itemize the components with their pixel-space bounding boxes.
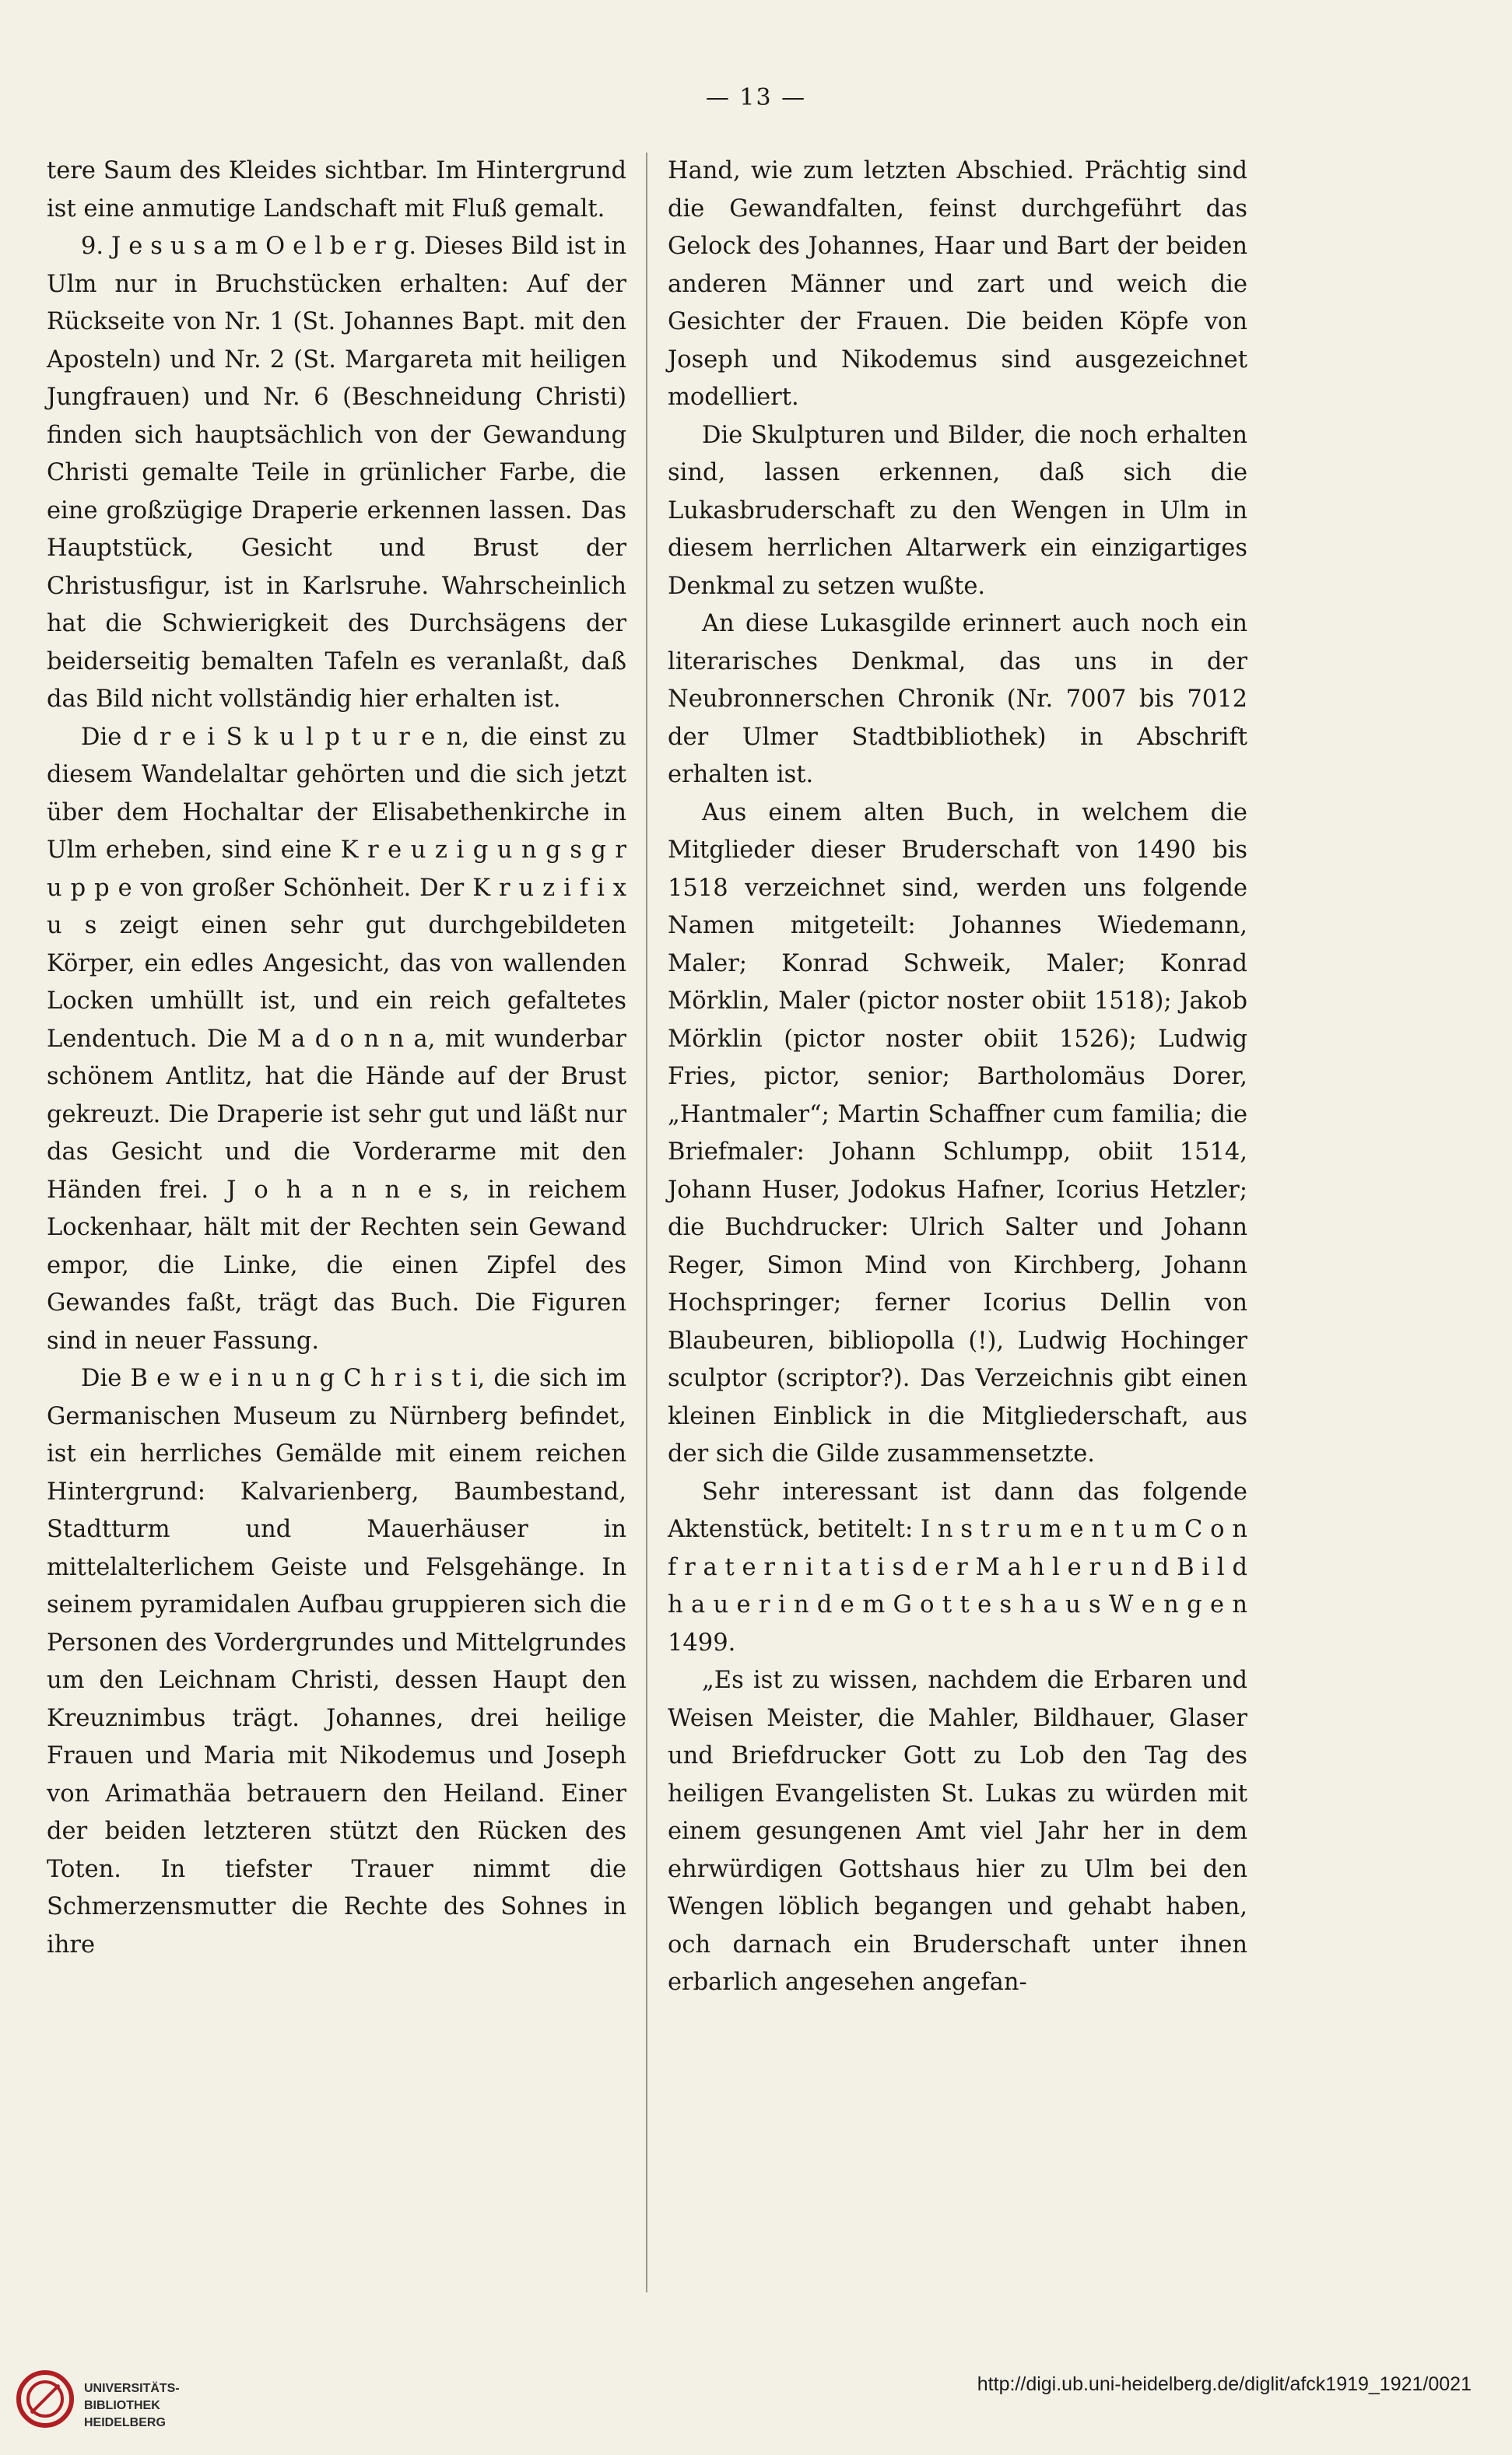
paragraph: Aus einem alten Buch, in welchem die Mitglieder dieser Bruderschaft von 1490 bis 1518 verzeichnet sind, werden uns folgende Namen mitgeteilt: Johannes Wiedemann, Maler; Konrad Schweik, Maler; Konrad Mörklin, Maler (pictor noster obiit 1518); Jakob Mörklin (pictor noster obiit 1526); Ludwig Fries, pictor, senior; Bartholomäus Dorer, „Hantmaler“; Martin Schaffner cum familia; die Briefmaler: Johann Schlumpp, obiit 1514, Johann Huser, Jodokus Hafner, Icorius Hetzler; die Buchdrucker: Ulrich Salter und Johann Reger, Simon Mind von Kirchberg, Johann Hochspringer; ferner Icorius Dellin von Blaubeuren, bibliopolla (!), Ludwig Hochinger sculptor (scriptor?). Das Verzeichnis gibt einen kleinen Einblick in die Mitgliederschaft, aus der sich die Gilde zusammensetzte. (668, 798, 1247, 1468)
paragraph: An diese Lukasgilde erinnert auch noch ein literarisches Denkmal, das uns in der Neubronnerschen Chronik (Nr. 7007 bis 7012 der Ulmer Stadtbibliothek) in Abschrift erhalten ist. (668, 610, 1247, 788)
logo-line: HEIDELBERG (84, 2416, 166, 2429)
column-divider (646, 153, 647, 2292)
source-url[interactable]: http://digi.ub.uni-heidelberg.de/diglit/afck1919_1921/0021 (977, 2373, 1472, 2395)
paragraph: „Es ist zu wissen, nachdem die Erbaren und Weisen Meister, die Mahler, Bildhauer, Glaser und Briefdrucker Gott zu Lob den Tag des heiligen Evangelisten St. Lukas zu würden mit einem gesungenen Amt viel Jahr her in dem ehrwürdigen Gottshaus hier zu Ulm bei den Wengen löblich begangen und gehabt haben, och darnach ein Bruderschaft unter ihnen erbarlich angesehen angefan- (668, 1667, 1247, 1996)
logo-line: UNIVERSITÄTS- (84, 2382, 180, 2395)
logo-text (84, 2380, 180, 2432)
university-seal-icon (16, 2369, 75, 2429)
paragraph: Die Skulpturen und Bilder, die noch erhalten sind, lassen erkennen, daß sich die Lukasbruderschaft zu den Wengen in Ulm in diesem herrlichen Altarwerk ein einzigartiges Denkmal zu setzen wußte. (668, 421, 1247, 600)
paragraph: Sehr interessant ist dann das folgende Aktenstück, betitelt: I n s t r u m e n t u m C o n f r a t e r n i t a t i s d e r M a h l e r u n d B i l d h a u e r i n d e m G o t t e s h a u s W e n g e n 1499. (668, 1478, 1247, 1657)
library-logo[interactable] (16, 2369, 218, 2439)
logo-line: BIBLIOTHEK (84, 2399, 160, 2412)
paragraph: Die d r e i S k u l p t u r e n, die einst zu diesem Wandelaltar gehörten und die sich jetzt über dem Hochaltar der Elisabethenkirche in Ulm erheben, sind eine K r e u z i g u n g s g r u p p e von großer Schönheit. Der K r u z i f i x u s zeigt einen sehr gut durchgebildeten Körper, ein edles Angesicht, das von wallenden Locken umhüllt ist, und ein reich gefaltetes Lendentuch. Die M a d o n n a, mit wunderbar schönem Antlitz, hat die Hände auf der Brust gekreuzt. Die Draperie ist sehr gut und läßt nur das Gesicht und die Vorderarme mit den Händen frei. J o h a n n e s, in reichem Lockenhaar, hält mit der Rechten sein Gewand empor, die Linke, die einen Zipfel des Gewandes faßt, trägt das Buch. Die Figuren sind in neuer Fassung. (47, 723, 626, 1355)
left-column (47, 153, 626, 1964)
right-column (668, 153, 1247, 2002)
paragraph: Hand, wie zum letzten Abschied. Prächtig sind die Gewandfalten, feinst durchgeführt das Gelock des Johannes, Haar und Bart der beiden anderen Männer und zart und weich die Gesichter der Frauen. Die beiden Köpfe von Joseph und Nikodemus sind ausgezeichnet modelliert. (668, 157, 1247, 411)
paragraph: 9. J e s u s a m O e l b e r g. Dieses Bild ist in Ulm nur in Bruchstücken erhalten: Auf der Rückseite von Nr. 1 (St. Johannes Bapt. mit den Aposteln) und Nr. 2 (St. Margareta mit heiligen Jungfrauen) und Nr. 6 (Beschneidung Christi) finden sich hauptsächlich von der Gewandung Christi gemalte Teile in grünlicher Farbe, die eine großzügige Draperie erkennen lassen. Das Hauptstück, Gesicht und Brust der Christusfigur, ist in Karlsruhe. Wahrscheinlich hat die Schwierigkeit des Durchsägens der beiderseitig bemalten Tafeln es veranlaßt, daß das Bild nicht vollständig hier erhalten ist. (47, 233, 626, 713)
paragraph: Die B e w e i n u n g C h r i s t i, die sich im Germanischen Museum zu Nürnberg befindet, ist ein herrliches Gemälde mit einem reichen Hintergrund: Kalvarienberg, Baumbestand, Stadtturm und Mauerhäuser in mittelalterlichem Geiste und Felsgehänge. In seinem pyramidalen Aufbau gruppieren sich die Personen des Vordergrundes und Mittelgrundes um den Leichnam Christi, dessen Haupt den Kreuznimbus trägt. Johannes, drei heilige Frauen und Maria mit Nikodemus und Joseph von Arimathäa betrauern den Heiland. Einer der beiden letzteren stützt den Rücken des Toten. In tiefster Trauer nimmt die Schmerzensmutter die Rechte des Sohnes in ihre (47, 1365, 626, 1959)
page-number: — 13 — (705, 84, 807, 111)
paragraph: tere Saum des Kleides sichtbar. Im Hintergrund ist eine anmutige Landschaft mit Fluß gemalt. (47, 157, 626, 223)
